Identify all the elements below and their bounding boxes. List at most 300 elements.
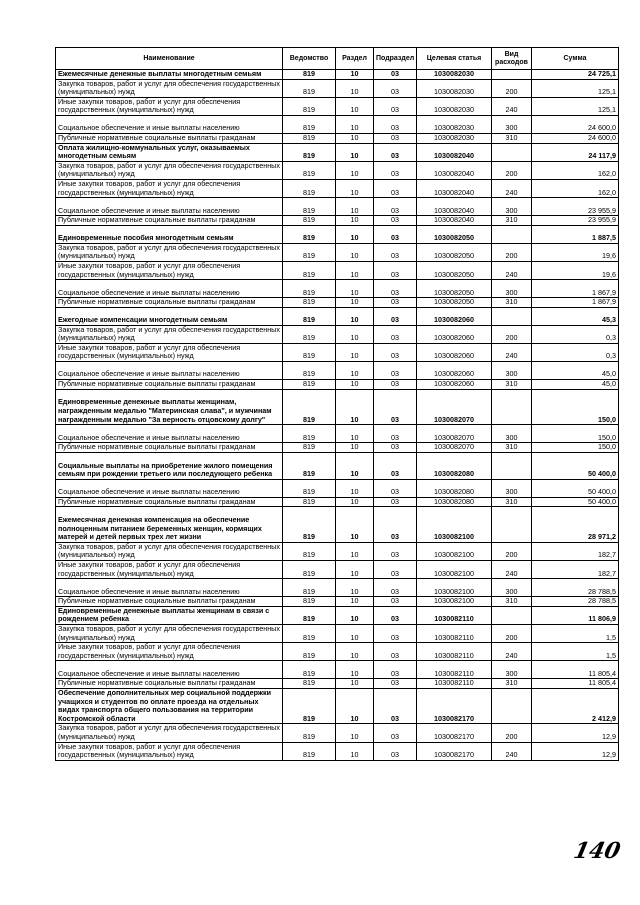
- cell-section: 10: [336, 362, 374, 380]
- cell-section: 10: [336, 143, 374, 161]
- header-sum: Сумма: [532, 48, 619, 70]
- cell-subsection: 03: [374, 343, 417, 361]
- cell-dept: 819: [283, 389, 336, 425]
- cell-subsection: 03: [374, 679, 417, 689]
- cell-name: Социальное обеспечение и иные выплаты населению: [56, 579, 283, 597]
- cell-sum: 1 887,5: [532, 225, 619, 243]
- cell-subsection: 03: [374, 307, 417, 325]
- cell-dept: 819: [283, 79, 336, 97]
- cell-dept: 819: [283, 425, 336, 443]
- cell-subsection: 03: [374, 225, 417, 243]
- cell-name: Ежемесячные денежные выплаты многодетным семьям: [56, 70, 283, 80]
- cell-sum: 2 412,9: [532, 688, 619, 724]
- cell-sum: 125,1: [532, 97, 619, 115]
- cell-name: Социальное обеспечение и иные выплаты населению: [56, 115, 283, 133]
- header-name: Наименование: [56, 48, 283, 70]
- cell-dept: 819: [283, 343, 336, 361]
- cell-dept: 819: [283, 380, 336, 390]
- cell-subsection: 03: [374, 325, 417, 343]
- cell-name: Публичные нормативные социальные выплаты гражданам: [56, 597, 283, 607]
- cell-section: 10: [336, 161, 374, 179]
- cell-sum: 50 400,0: [532, 479, 619, 497]
- cell-expense-type: 240: [492, 261, 532, 279]
- cell-expense-type: [492, 507, 532, 543]
- cell-name: Оплата жилищно-коммунальных услуг, оказываемых многодетным семьям: [56, 143, 283, 161]
- cell-section: 10: [336, 389, 374, 425]
- cell-subsection: 03: [374, 625, 417, 643]
- cell-name: Единовременные денежные выплаты женщинам в связи с рождением ребенка: [56, 606, 283, 624]
- cell-sum: 162,0: [532, 161, 619, 179]
- budget-table-sheet: [55, 47, 618, 761]
- cell-dept: 819: [283, 661, 336, 679]
- cell-subsection: 03: [374, 143, 417, 161]
- cell-section: 10: [336, 343, 374, 361]
- cell-name: Обеспечение дополнительных мер социальной поддержки учащихся и студентов по оплате проезда на отдельных видах транспорта общего пользования на территории Костромской области: [56, 688, 283, 724]
- cell-subsection: 03: [374, 688, 417, 724]
- cell-target: 1030082110: [417, 643, 492, 661]
- cell-expense-type: 300: [492, 362, 532, 380]
- cell-section: 10: [336, 497, 374, 507]
- cell-subsection: 03: [374, 70, 417, 80]
- cell-name: Иные закупки товаров, работ и услуг для обеспечения государственных (муниципальных) нужд: [56, 97, 283, 115]
- cell-subsection: 03: [374, 579, 417, 597]
- cell-sum: 11 806,9: [532, 606, 619, 624]
- cell-section: 10: [336, 79, 374, 97]
- cell-sum: 24 600,0: [532, 115, 619, 133]
- cell-name: Ежегодные компенсации многодетным семьям: [56, 307, 283, 325]
- header-section: Раздел: [336, 48, 374, 70]
- cell-section: 10: [336, 742, 374, 760]
- cell-target: 1030082060: [417, 380, 492, 390]
- cell-name: Закупка товаров, работ и услуг для обеспечения государственных (муниципальных) нужд: [56, 243, 283, 261]
- cell-sum: 50 400,0: [532, 452, 619, 479]
- cell-sum: 150,0: [532, 389, 619, 425]
- table-row: [56, 362, 619, 380]
- cell-dept: 819: [283, 325, 336, 343]
- cell-target: 1030082040: [417, 179, 492, 197]
- cell-section: 10: [336, 625, 374, 643]
- cell-name: Иные закупки товаров, работ и услуг для обеспечения государственных (муниципальных) нужд: [56, 261, 283, 279]
- cell-section: 10: [336, 380, 374, 390]
- cell-name: Публичные нормативные социальные выплаты гражданам: [56, 380, 283, 390]
- cell-name: Публичные нормативные социальные выплаты гражданам: [56, 298, 283, 308]
- cell-subsection: 03: [374, 742, 417, 760]
- cell-subsection: 03: [374, 597, 417, 607]
- cell-subsection: 03: [374, 443, 417, 453]
- cell-sum: 45,0: [532, 362, 619, 380]
- cell-section: 10: [336, 443, 374, 453]
- cell-sum: 11 805,4: [532, 661, 619, 679]
- table-row: [56, 507, 619, 543]
- cell-sum: 12,9: [532, 724, 619, 742]
- cell-expense-type: 200: [492, 325, 532, 343]
- cell-dept: 819: [283, 143, 336, 161]
- cell-expense-type: 300: [492, 579, 532, 597]
- cell-expense-type: 310: [492, 298, 532, 308]
- cell-sum: 11 805,4: [532, 679, 619, 689]
- cell-subsection: 03: [374, 198, 417, 216]
- cell-name: Социальное обеспечение и иные выплаты населению: [56, 362, 283, 380]
- table-row: [56, 497, 619, 507]
- cell-subsection: 03: [374, 79, 417, 97]
- cell-target: 1030082060: [417, 307, 492, 325]
- cell-target: 1030082030: [417, 115, 492, 133]
- table-row: [56, 661, 619, 679]
- cell-subsection: 03: [374, 606, 417, 624]
- table-row: [56, 479, 619, 497]
- cell-expense-type: 200: [492, 724, 532, 742]
- cell-sum: 125,1: [532, 79, 619, 97]
- cell-target: 1030082030: [417, 133, 492, 143]
- cell-expense-type: 240: [492, 97, 532, 115]
- cell-expense-type: 200: [492, 79, 532, 97]
- cell-section: 10: [336, 679, 374, 689]
- cell-name: Социальное обеспечение и иные выплаты населению: [56, 425, 283, 443]
- cell-subsection: 03: [374, 97, 417, 115]
- table-row: [56, 115, 619, 133]
- table-row: [56, 325, 619, 343]
- table-row: [56, 606, 619, 624]
- cell-sum: 0,3: [532, 343, 619, 361]
- table-row: [56, 597, 619, 607]
- cell-target: 1030082060: [417, 362, 492, 380]
- table-row: [56, 389, 619, 425]
- cell-section: 10: [336, 452, 374, 479]
- table-row: [56, 298, 619, 308]
- table-row: [56, 243, 619, 261]
- cell-dept: 819: [283, 362, 336, 380]
- cell-dept: 819: [283, 606, 336, 624]
- cell-subsection: 03: [374, 643, 417, 661]
- cell-name: Единовременные денежные выплаты женщинам, награжденным медалью "Материнская слава", и мужчинам награжденным медалью "За верность отцовскому долгу": [56, 389, 283, 425]
- cell-name: Публичные нормативные социальные выплаты гражданам: [56, 443, 283, 453]
- cell-target: 1030082050: [417, 280, 492, 298]
- cell-target: 1030082050: [417, 243, 492, 261]
- cell-dept: 819: [283, 579, 336, 597]
- cell-expense-type: 310: [492, 679, 532, 689]
- table-row: [56, 179, 619, 197]
- cell-section: 10: [336, 133, 374, 143]
- cell-section: 10: [336, 216, 374, 226]
- cell-sum: 182,7: [532, 561, 619, 579]
- cell-sum: 24 117,9: [532, 143, 619, 161]
- cell-target: 1030082070: [417, 389, 492, 425]
- cell-expense-type: 240: [492, 179, 532, 197]
- cell-expense-type: 310: [492, 597, 532, 607]
- cell-name: Закупка товаров, работ и услуг для обеспечения государственных (муниципальных) нужд: [56, 724, 283, 742]
- cell-section: 10: [336, 280, 374, 298]
- cell-section: 10: [336, 479, 374, 497]
- cell-dept: 819: [283, 479, 336, 497]
- table-row: [56, 280, 619, 298]
- cell-sum: 12,9: [532, 742, 619, 760]
- cell-expense-type: [492, 70, 532, 80]
- cell-name: Закупка товаров, работ и услуг для обеспечения государственных (муниципальных) нужд: [56, 325, 283, 343]
- table-row: [56, 225, 619, 243]
- header-expense-type: Вид расходов: [492, 48, 532, 70]
- cell-section: 10: [336, 561, 374, 579]
- cell-expense-type: [492, 452, 532, 479]
- cell-sum: 45,3: [532, 307, 619, 325]
- cell-subsection: 03: [374, 280, 417, 298]
- cell-expense-type: [492, 389, 532, 425]
- cell-target: 1030082110: [417, 606, 492, 624]
- cell-target: 1030082040: [417, 198, 492, 216]
- budget-table: [55, 47, 619, 761]
- cell-target: 1030082040: [417, 216, 492, 226]
- cell-sum: 162,0: [532, 179, 619, 197]
- cell-dept: 819: [283, 542, 336, 560]
- cell-section: 10: [336, 579, 374, 597]
- cell-sum: 19,6: [532, 261, 619, 279]
- table-row: [56, 625, 619, 643]
- cell-expense-type: 200: [492, 243, 532, 261]
- cell-sum: 23 955,9: [532, 216, 619, 226]
- table-body: [56, 70, 619, 761]
- cell-dept: 819: [283, 216, 336, 226]
- table-row: [56, 216, 619, 226]
- table-header-row: [56, 48, 619, 70]
- cell-section: 10: [336, 542, 374, 560]
- cell-target: 1030082060: [417, 343, 492, 361]
- cell-subsection: 03: [374, 479, 417, 497]
- cell-expense-type: [492, 606, 532, 624]
- cell-dept: 819: [283, 161, 336, 179]
- cell-target: 1030082170: [417, 742, 492, 760]
- table-row: [56, 643, 619, 661]
- cell-name: Закупка товаров, работ и услуг для обеспечения государственных (муниципальных) нужд: [56, 79, 283, 97]
- table-row: [56, 198, 619, 216]
- cell-subsection: 03: [374, 161, 417, 179]
- cell-expense-type: 240: [492, 343, 532, 361]
- cell-section: 10: [336, 307, 374, 325]
- cell-expense-type: 310: [492, 380, 532, 390]
- cell-dept: 819: [283, 70, 336, 80]
- cell-target: 1030082170: [417, 724, 492, 742]
- cell-subsection: 03: [374, 179, 417, 197]
- cell-sum: 24 600,0: [532, 133, 619, 143]
- cell-dept: 819: [283, 307, 336, 325]
- cell-expense-type: [492, 688, 532, 724]
- cell-target: 1030082110: [417, 625, 492, 643]
- cell-sum: 24 725,1: [532, 70, 619, 80]
- cell-expense-type: 200: [492, 542, 532, 560]
- table-row: [56, 443, 619, 453]
- cell-name: Публичные нормативные социальные выплаты гражданам: [56, 133, 283, 143]
- cell-sum: 45,0: [532, 380, 619, 390]
- cell-target: 1030082070: [417, 443, 492, 453]
- cell-expense-type: 300: [492, 280, 532, 298]
- cell-name: Закупка товаров, работ и услуг для обеспечения государственных (муниципальных) нужд: [56, 625, 283, 643]
- cell-sum: 28 788,5: [532, 597, 619, 607]
- cell-name: Иные закупки товаров, работ и услуг для обеспечения государственных (муниципальных) нужд: [56, 179, 283, 197]
- cell-section: 10: [336, 198, 374, 216]
- cell-subsection: 03: [374, 425, 417, 443]
- cell-section: 10: [336, 688, 374, 724]
- cell-name: Социальные выплаты на приобретение жилого помещения семьям при рождении третьего или последующего ребенка: [56, 452, 283, 479]
- cell-section: 10: [336, 225, 374, 243]
- cell-name: Публичные нормативные социальные выплаты гражданам: [56, 216, 283, 226]
- cell-target: 1030082030: [417, 70, 492, 80]
- cell-target: 1030082040: [417, 143, 492, 161]
- cell-dept: 819: [283, 115, 336, 133]
- cell-name: Единовременные пособия многодетным семьям: [56, 225, 283, 243]
- cell-subsection: 03: [374, 389, 417, 425]
- cell-subsection: 03: [374, 243, 417, 261]
- cell-dept: 819: [283, 625, 336, 643]
- cell-dept: 819: [283, 497, 336, 507]
- cell-target: 1030082100: [417, 579, 492, 597]
- cell-dept: 819: [283, 679, 336, 689]
- cell-expense-type: 200: [492, 161, 532, 179]
- table-row: [56, 70, 619, 80]
- table-row: [56, 425, 619, 443]
- cell-section: 10: [336, 661, 374, 679]
- cell-sum: 28 971,2: [532, 507, 619, 543]
- cell-subsection: 03: [374, 452, 417, 479]
- table-row: [56, 542, 619, 560]
- cell-section: 10: [336, 597, 374, 607]
- cell-dept: 819: [283, 507, 336, 543]
- cell-section: 10: [336, 261, 374, 279]
- cell-expense-type: 300: [492, 115, 532, 133]
- cell-dept: 819: [283, 597, 336, 607]
- cell-section: 10: [336, 243, 374, 261]
- cell-expense-type: 300: [492, 198, 532, 216]
- cell-section: 10: [336, 179, 374, 197]
- cell-dept: 819: [283, 724, 336, 742]
- table-row: [56, 261, 619, 279]
- table-row: [56, 452, 619, 479]
- cell-target: 1030082050: [417, 261, 492, 279]
- cell-target: 1030082100: [417, 597, 492, 607]
- cell-expense-type: 240: [492, 742, 532, 760]
- cell-expense-type: 310: [492, 443, 532, 453]
- cell-subsection: 03: [374, 561, 417, 579]
- cell-name: Социальное обеспечение и иные выплаты населению: [56, 198, 283, 216]
- cell-name: Иные закупки товаров, работ и услуг для обеспечения государственных (муниципальных) нужд: [56, 561, 283, 579]
- table-row: [56, 679, 619, 689]
- cell-sum: 1 867,9: [532, 298, 619, 308]
- cell-expense-type: [492, 307, 532, 325]
- cell-subsection: 03: [374, 298, 417, 308]
- table-row: [56, 143, 619, 161]
- table-row: [56, 380, 619, 390]
- cell-dept: 819: [283, 97, 336, 115]
- cell-target: 1030082080: [417, 452, 492, 479]
- cell-target: 1030082030: [417, 79, 492, 97]
- cell-sum: 150,0: [532, 425, 619, 443]
- cell-dept: 819: [283, 742, 336, 760]
- cell-target: 1030082040: [417, 161, 492, 179]
- cell-name: Иные закупки товаров, работ и услуг для обеспечения государственных (муниципальных) нужд: [56, 643, 283, 661]
- cell-dept: 819: [283, 561, 336, 579]
- cell-name: Иные закупки товаров, работ и услуг для обеспечения государственных (муниципальных) нужд: [56, 742, 283, 760]
- cell-expense-type: 310: [492, 216, 532, 226]
- cell-expense-type: 240: [492, 561, 532, 579]
- cell-sum: 23 955,9: [532, 198, 619, 216]
- cell-expense-type: 310: [492, 497, 532, 507]
- cell-target: 1030082050: [417, 298, 492, 308]
- cell-dept: 819: [283, 179, 336, 197]
- cell-sum: 1,5: [532, 643, 619, 661]
- cell-target: 1030082100: [417, 542, 492, 560]
- cell-subsection: 03: [374, 507, 417, 543]
- table-row: [56, 307, 619, 325]
- cell-section: 10: [336, 643, 374, 661]
- cell-section: 10: [336, 70, 374, 80]
- cell-section: 10: [336, 97, 374, 115]
- cell-subsection: 03: [374, 497, 417, 507]
- cell-target: 1030082060: [417, 325, 492, 343]
- cell-section: 10: [336, 325, 374, 343]
- cell-name: Социальное обеспечение и иные выплаты населению: [56, 661, 283, 679]
- table-row: [56, 161, 619, 179]
- cell-target: 1030082030: [417, 97, 492, 115]
- cell-name: Социальное обеспечение и иные выплаты населению: [56, 280, 283, 298]
- cell-subsection: 03: [374, 380, 417, 390]
- cell-subsection: 03: [374, 542, 417, 560]
- header-subsection: Подраздел: [374, 48, 417, 70]
- cell-dept: 819: [283, 225, 336, 243]
- cell-section: 10: [336, 606, 374, 624]
- cell-dept: 819: [283, 688, 336, 724]
- cell-dept: 819: [283, 280, 336, 298]
- cell-name: Публичные нормативные социальные выплаты гражданам: [56, 679, 283, 689]
- cell-sum: 19,6: [532, 243, 619, 261]
- cell-name: Публичные нормативные социальные выплаты гражданам: [56, 497, 283, 507]
- table-row: [56, 79, 619, 97]
- cell-dept: 819: [283, 443, 336, 453]
- cell-expense-type: 300: [492, 661, 532, 679]
- cell-target: 1030082100: [417, 507, 492, 543]
- cell-sum: 1,5: [532, 625, 619, 643]
- table-row: [56, 742, 619, 760]
- cell-subsection: 03: [374, 362, 417, 380]
- cell-sum: 0,3: [532, 325, 619, 343]
- cell-subsection: 03: [374, 115, 417, 133]
- cell-dept: 819: [283, 243, 336, 261]
- cell-target: 1030082170: [417, 688, 492, 724]
- cell-dept: 819: [283, 198, 336, 216]
- table-row: [56, 97, 619, 115]
- cell-dept: 819: [283, 133, 336, 143]
- cell-section: 10: [336, 115, 374, 133]
- cell-dept: 819: [283, 452, 336, 479]
- cell-name: Социальное обеспечение и иные выплаты населению: [56, 479, 283, 497]
- cell-subsection: 03: [374, 261, 417, 279]
- cell-subsection: 03: [374, 216, 417, 226]
- header-dept: Ведомство: [283, 48, 336, 70]
- cell-target: 1030082110: [417, 679, 492, 689]
- cell-dept: 819: [283, 298, 336, 308]
- cell-target: 1030082110: [417, 661, 492, 679]
- cell-target: 1030082080: [417, 497, 492, 507]
- cell-sum: 50 400,0: [532, 497, 619, 507]
- cell-section: 10: [336, 298, 374, 308]
- cell-name: Иные закупки товаров, работ и услуг для обеспечения государственных (муниципальных) нужд: [56, 343, 283, 361]
- cell-name: Ежемесячная денежная компенсация на обеспечение полноценным питанием беременных женщин, кормящих матерей и детей первых трех лет жизни: [56, 507, 283, 543]
- cell-subsection: 03: [374, 724, 417, 742]
- table-row: [56, 133, 619, 143]
- cell-subsection: 03: [374, 133, 417, 143]
- cell-subsection: 03: [374, 661, 417, 679]
- cell-target: 1030082070: [417, 425, 492, 443]
- table-row: [56, 688, 619, 724]
- table-row: [56, 561, 619, 579]
- cell-expense-type: 200: [492, 625, 532, 643]
- cell-expense-type: 300: [492, 479, 532, 497]
